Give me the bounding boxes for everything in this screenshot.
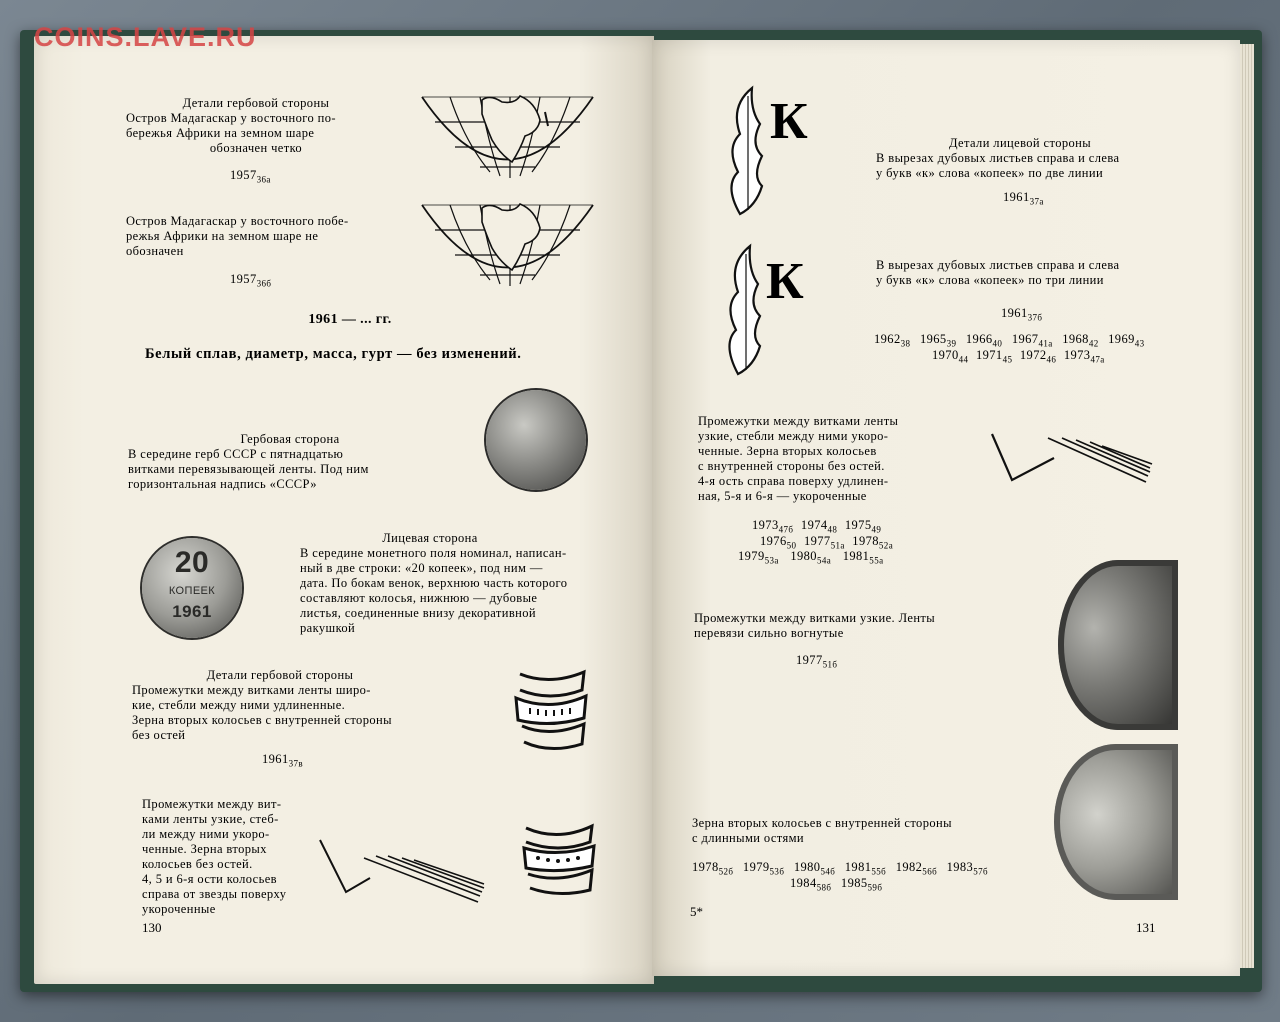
coin-obverse-photo <box>486 390 586 490</box>
awns-illustration-left <box>318 836 488 906</box>
period-heading: 1961 — ... гг. <box>308 312 392 327</box>
ribbon-narrow-illustration <box>518 818 598 898</box>
coin-detail-photo-2 <box>1054 744 1178 900</box>
ribbon-wide-illustration <box>510 668 590 748</box>
coin-year: 1961 <box>172 602 212 621</box>
page-edges <box>1240 44 1254 968</box>
reverse-title: Лицевая сторона <box>382 531 478 545</box>
coin-value: 20 <box>174 546 210 579</box>
r3-years-row1: $1973_{47б}$ $1974_{48}$ $1975_{49}$ <box>752 518 882 535</box>
oak-leaf-illustration-2 <box>720 244 770 382</box>
b3-title: Детали гербовой стороны <box>206 668 354 682</box>
r3-years-row2: $1976_{50}$ $1977_{51а}$ $1978_{52а}$ <box>760 534 894 551</box>
r2-years-row1: $1962_{38}$ $1965_{39}$ $1966_{40}$ $1967_{41а}$ $1968_{42}$ $1969_{43}$ <box>874 332 1145 349</box>
b2-text: Остров Мадагаскар у восточного побе- режья Африки на земном шаре не обозначен <box>126 214 349 258</box>
coin-detail-photo-1 <box>1058 560 1178 730</box>
b1-year: $1957_{36а}$ <box>230 168 271 185</box>
r2-text: В вырезах дубовых листьев справа и слева у букв «к» слова «копеек» по три линии <box>876 258 1120 287</box>
r1-title: Детали лицевой стороны <box>948 136 1092 150</box>
obverse-text: В середине герб СССР с пятнадцатью витками перевязывающей ленты. Под ним горизонтальная надпись «СССР» <box>128 447 369 491</box>
b3-text: Промежутки между витками ленты широ- кие, стебли между ними удлиненные. Зерна вторых колосьев с внутренней стороны без остей <box>132 683 392 742</box>
r2-year: $1961_{37б}$ <box>1001 306 1043 323</box>
b3-year: $1961_{37в}$ <box>262 752 304 769</box>
r1-year: $1961_{37а}$ <box>1003 190 1044 207</box>
r4-year: $1977_{51б}$ <box>796 653 838 670</box>
r1-text: В вырезах дубовых листьев справа и слева у букв «к» слова «копеек» по две линии <box>876 151 1120 180</box>
b4-text: Промежутки между вит- ками ленты узкие, стеб- ли между ними укоро- ченные. Зерна вторых колосьев без остей. 4, 5 и 6-я ости колосьев справа от звезды поверху укороченные <box>142 797 287 916</box>
letter-k-2: К <box>766 253 805 310</box>
r5-years-row2: $1984_{58б}$ $1985_{59б}$ <box>790 876 883 893</box>
coin-word: КОПЕЕК <box>168 585 216 597</box>
r3-text: Промежутки между витками ленты узкие, стебли между ними укоро- ченные. Зерна вторых колосьев с внутренней стороны без остей. 4-я ость справа поверху удлинен- ная, 5-я и 6-я — укороченные <box>698 414 899 503</box>
r5-years-row1: $1978_{52б}$ $1979_{53б}$ $1980_{54б}$ $1981_{55б}$ $1982_{56б}$ $1983_{57б}$ <box>692 860 988 877</box>
globe-illustration-2 <box>420 200 595 290</box>
oak-leaf-illustration-1 <box>722 86 772 222</box>
letter-k-1: К <box>770 93 809 150</box>
r5-text: Зерна вторых колосьев с внутренней стороны с длинными остями <box>692 816 952 845</box>
alloy-heading: Белый сплав, диаметр, масса, гурт — без изменений. <box>145 346 522 362</box>
r3-years-row3: $1979_{53а}$ $1980_{54а}$ $1981_{55а}$ <box>738 549 884 566</box>
r2-years-row2: $1970_{44}$ $1971_{45}$ $1972_{46}$ $1973_{47а}$ <box>932 348 1105 365</box>
page-number-right: 131 <box>1136 920 1156 935</box>
page-number-left: 130 <box>142 920 162 935</box>
reverse-text: В середине монетного поля номинал, написан- ный в две строки: «20 копеек», под ним — дата. По бокам венок, верхнюю часть которого составляют колосья, нижнюю — дубовые листья, соединенные внизу декоративной ракушкой <box>300 546 568 635</box>
b1-text: Остров Мадагаскар у восточного по- бережья Африки на земном шаре обозначен четко <box>126 111 336 155</box>
obverse-title: Гербовая сторона <box>240 432 340 446</box>
awns-illustration-right <box>990 428 1160 488</box>
globe-illustration-1 <box>420 92 595 182</box>
signature-mark: 5* <box>690 904 703 919</box>
b1-title: Детали гербовой стороны <box>182 96 330 110</box>
watermark: COINS.LAVE.RU <box>34 22 257 52</box>
r4-text: Промежутки между витками узкие. Ленты перевязи сильно вогнутые <box>694 611 936 640</box>
b2-year: $1957_{36б}$ <box>230 272 272 289</box>
